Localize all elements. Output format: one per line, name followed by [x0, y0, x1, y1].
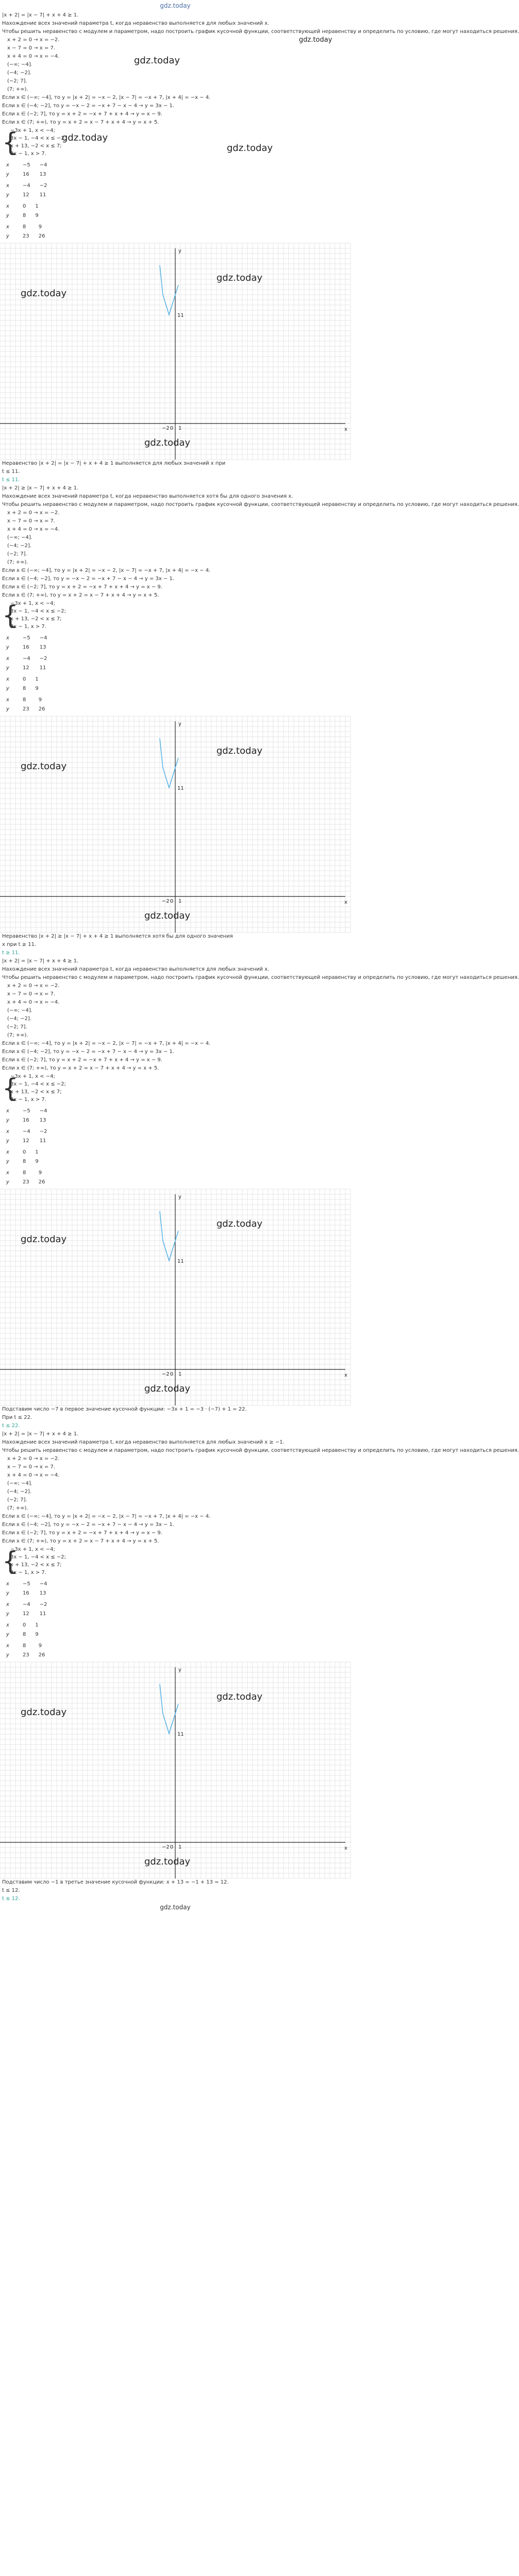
table-cell: 26 — [38, 1652, 45, 1658]
table-cell: −5 — [23, 1581, 30, 1587]
table-row — [2, 1137, 53, 1146]
table-cell: 16 — [23, 1117, 29, 1123]
table-cell: 1 — [35, 1149, 39, 1155]
table-cell: 9 — [35, 686, 39, 691]
origin-label: 0 — [170, 1371, 174, 1377]
table-cell: 23 — [23, 233, 29, 239]
table-row — [2, 232, 50, 241]
text-line: (7; +∞). — [7, 560, 28, 565]
function-graph — [0, 716, 350, 933]
text-line: Нахождение всех значений параметра t, когда неравенство выполняется для любых значений x. — [2, 21, 270, 26]
table-cell: x — [6, 1602, 9, 1607]
tick-label: −2 — [162, 899, 170, 904]
table-cell: 8 — [23, 1170, 26, 1176]
text-line: (−4; −2]. — [7, 1489, 32, 1495]
table-cell: y — [6, 645, 9, 650]
table-cell: −4 — [39, 1581, 47, 1587]
table-cell: y — [6, 192, 9, 198]
table-row — [2, 202, 44, 211]
table-cell: −2 — [39, 183, 47, 189]
table-cell: −5 — [23, 1108, 30, 1114]
brace: { — [2, 1546, 19, 1576]
table-cell: y — [6, 1632, 9, 1637]
table-row — [2, 170, 53, 179]
solution-section — [0, 484, 519, 957]
text-line: x + 2 = 0 → x = −2. — [7, 37, 60, 43]
table-cell: 12 — [23, 1611, 29, 1617]
value-table — [2, 161, 53, 179]
watermark: gdz.today — [21, 1234, 67, 1245]
table-cell: x — [6, 162, 9, 168]
system-row: −3x + 1, x < −4; — [10, 1547, 55, 1552]
text-line: Если x ∈ (−2; 7], то y = x + 2 = −x + 7 + x + 4 → y = x − 9. — [2, 584, 162, 590]
table-cell: 9 — [35, 1632, 39, 1637]
table-cell: 0 — [23, 1149, 26, 1155]
x-axis-label: x — [344, 1845, 347, 1851]
table-row — [2, 1600, 53, 1609]
table-cell: −2 — [39, 1602, 47, 1607]
table-cell: 8 — [23, 224, 26, 230]
table-row — [2, 654, 53, 664]
origin-label: 0 — [170, 899, 174, 904]
table-cell: 13 — [39, 1117, 46, 1123]
table-cell: 16 — [23, 645, 29, 650]
value-table — [2, 1600, 53, 1619]
table-row — [2, 1589, 53, 1598]
tick-label: 11 — [177, 1258, 184, 1264]
text-line: Если x ∈ (−4; −2], то y = −x − 2 = −x + 7 − x − 4 → y = 3x − 1. — [2, 103, 175, 109]
table-cell: y — [6, 706, 9, 712]
text-line: Если x ∈ (7; +∞), то y = x + 2 = x − 7 + x + 4 → y = x + 5. — [2, 1065, 159, 1071]
tick-label: 1 — [178, 1371, 182, 1377]
table-cell: −2 — [39, 1129, 47, 1134]
table-cell: 0 — [23, 676, 26, 682]
system-row: 3x − 1, −4 < x ≤ −2; — [10, 608, 66, 614]
text-line: Нахождение всех значений параметра t, когда неравенство выполняется для любых значений x. — [2, 967, 270, 972]
table-cell: 12 — [23, 1138, 29, 1144]
answer: t ≤ 11. — [2, 477, 20, 483]
table-cell: x — [6, 1108, 9, 1114]
piecewise-system — [0, 1073, 350, 1106]
x-axis-label: x — [344, 1372, 347, 1378]
system-row: 3x − 1, x > 7. — [10, 1097, 46, 1103]
table-row — [2, 643, 53, 652]
text-line: (−∞; −4]. — [7, 535, 32, 540]
tick-label: 11 — [177, 312, 184, 318]
table-row — [2, 1107, 53, 1116]
y-axis-label: y — [178, 1194, 181, 1200]
text-line: Нахождение всех значений параметра t, когда неравенство выполняется для любых значений x ≥ −1. — [2, 1439, 284, 1445]
table-cell: 23 — [23, 706, 29, 712]
conclusion-line: Неравенство |x + 2| ≥ |x − 7| + x + 4 ≥ 1 выполняется хотя бы для одного значения — [2, 934, 233, 939]
solution-section — [0, 1430, 519, 1903]
table-row — [2, 1630, 44, 1639]
function-graph — [0, 243, 350, 460]
table-cell: 12 — [23, 192, 29, 198]
tick-label: 11 — [177, 1731, 184, 1737]
table-row — [2, 1116, 53, 1125]
text-line: (−2; 7]. — [7, 551, 27, 557]
conclusion-line: x при t ≥ 11. — [2, 942, 37, 947]
watermark: gdz.today — [144, 1383, 191, 1394]
value-table — [2, 1621, 44, 1639]
brace: { — [2, 127, 19, 157]
text-line: Если x ∈ (−4; −2], то y = −x − 2 = −x + 7 − x − 4 → y = 3x − 1. — [2, 576, 175, 582]
text-line: (−∞; −4]. — [7, 62, 32, 67]
table-cell: −4 — [39, 1108, 47, 1114]
table-row — [2, 1609, 53, 1619]
table-row — [2, 705, 50, 714]
conclusion-line: t ≤ 11. — [2, 469, 20, 474]
text-line: Если x ∈ (−2; 7], то y = x + 2 = −x + 7 + x + 4 → y = x − 9. — [2, 111, 162, 117]
value-table — [2, 202, 44, 221]
text-line: |x + 2| ≥ |x − 7| + x + 4 ≥ 1. — [2, 485, 79, 491]
system-row: −3x + 1, x < −4; — [10, 128, 55, 133]
table-cell: −4 — [39, 635, 47, 641]
value-table — [2, 654, 53, 673]
value-table — [2, 1127, 53, 1146]
text-line: x + 2 = 0 → x = −2. — [7, 510, 60, 516]
table-cell: 9 — [35, 1159, 39, 1164]
table-cell: y — [6, 1611, 9, 1617]
brace: { — [2, 1073, 19, 1103]
table-cell: −4 — [23, 183, 30, 189]
table-row — [2, 1157, 44, 1166]
table-cell: 11 — [39, 1611, 46, 1617]
text-line: (−4; −2]. — [7, 70, 32, 76]
system-row: −3x + 1, x < −4; — [10, 1074, 55, 1079]
table-cell: 1 — [35, 204, 39, 209]
tick-label: 11 — [177, 785, 184, 791]
system-row: x + 13, −2 < x ≤ 7; — [10, 1562, 62, 1568]
table-cell: 0 — [23, 1622, 26, 1628]
value-table — [2, 181, 53, 200]
answer: t ≥ 11. — [2, 950, 20, 956]
text-line: (7; +∞). — [7, 1032, 28, 1038]
table-cell: 11 — [39, 192, 46, 198]
graph — [0, 716, 350, 933]
table-row — [2, 211, 44, 221]
text-line: x + 4 = 0 → x = −4. — [7, 527, 60, 532]
text-line: Чтобы решить неравенство с модулем и параметром, надо построить график кусочной функции, соответствующей неравенству и определить по условию, где могут находиться решения. — [2, 502, 519, 507]
watermark: gdz.today — [62, 132, 108, 143]
table-cell: 11 — [39, 665, 46, 671]
table-cell: 8 — [23, 697, 26, 703]
table-row — [2, 1580, 53, 1589]
text-line: Нахождение всех значений параметра t, когда неравенство выполняется хотя бы для одного значения x. — [2, 494, 293, 499]
system-row: x + 13, −2 < x ≤ 7; — [10, 1089, 62, 1095]
graph — [0, 1189, 350, 1405]
table-cell: 12 — [23, 665, 29, 671]
table-cell: −4 — [39, 162, 47, 168]
table-cell: 16 — [23, 172, 29, 177]
table-cell: −5 — [23, 635, 30, 641]
system-row: x + 13, −2 < x ≤ 7; — [10, 143, 62, 149]
table-cell: x — [6, 676, 9, 682]
table-cell: y — [6, 1179, 9, 1185]
tick-label: 1 — [178, 426, 182, 431]
table-row — [2, 1178, 50, 1187]
table-cell: y — [6, 1652, 9, 1658]
piecewise-system — [0, 1546, 350, 1579]
table-cell: 9 — [38, 1643, 42, 1649]
table-cell: y — [6, 233, 9, 239]
graph — [0, 243, 350, 460]
text-line: (−∞; −4]. — [7, 1008, 32, 1013]
text-line: Если x ∈ (7; +∞), то y = x + 2 = x − 7 + x + 4 → y = x + 5. — [2, 1538, 159, 1544]
text-line: Если x ∈ (−∞; −4], то y = |x + 2| = −x − 2, |x − 7| = −x + 7, |x + 4| = −x − 4. — [2, 1041, 211, 1046]
table-cell: 8 — [23, 213, 26, 218]
table-cell: 9 — [38, 1170, 42, 1176]
table-cell: x — [6, 697, 9, 703]
table-cell: 26 — [38, 1179, 45, 1185]
table-cell: x — [6, 204, 9, 209]
table-row — [2, 191, 53, 200]
table-cell: 1 — [35, 676, 39, 682]
system-rows — [10, 1546, 66, 1577]
text-line: x + 2 = 0 → x = −2. — [7, 1456, 60, 1462]
table-cell: 26 — [38, 706, 45, 712]
table-cell: 9 — [38, 224, 42, 230]
text-line: Если x ∈ (−2; 7], то y = x + 2 = −x + 7 + x + 4 → y = x − 9. — [2, 1057, 162, 1063]
system-row: 3x − 1, x > 7. — [10, 151, 46, 157]
text-line: (−4; −2]. — [7, 1016, 32, 1022]
table-cell: 26 — [38, 233, 45, 239]
table-row — [2, 1127, 53, 1137]
table-cell: y — [6, 665, 9, 671]
graph — [0, 1662, 350, 1878]
solution-section — [0, 11, 519, 484]
text-line: Чтобы решить неравенство с модулем и параметром, надо построить график кусочной функции, соответствующей неравенству и определить по условию, где могут находиться решения. — [2, 29, 519, 35]
table-cell: x — [6, 224, 9, 230]
system-row: 3x − 1, x > 7. — [10, 624, 46, 630]
table-row — [2, 1621, 44, 1630]
x-axis-label: x — [344, 900, 347, 905]
answer: t ≤ 12. — [2, 1896, 20, 1902]
text-line: Если x ∈ (7; +∞), то y = x + 2 = x − 7 + x + 4 → y = x + 5. — [2, 120, 159, 125]
tick-label: −2 — [162, 1371, 170, 1377]
y-axis-label: y — [178, 248, 181, 254]
piecewise-system — [0, 600, 350, 633]
y-axis-label: y — [178, 1667, 181, 1673]
table-row — [2, 675, 44, 684]
system-rows — [10, 600, 66, 631]
system-rows — [10, 1073, 66, 1104]
table-cell: x — [6, 183, 9, 189]
text-line: (7; +∞). — [7, 87, 28, 92]
text-line: |x + 2| = |x − 7| + x + 4 ≥ 1. — [2, 12, 79, 18]
table-cell: x — [6, 1170, 9, 1176]
content — [0, 11, 519, 1911]
table-cell: y — [6, 1159, 9, 1164]
solution-section — [0, 957, 519, 1430]
table-row — [2, 634, 53, 643]
table-row — [2, 1148, 44, 1157]
table-cell: 13 — [39, 1590, 46, 1596]
watermark: gdz.today — [21, 761, 67, 772]
text-line: Если x ∈ (−2; 7], то y = x + 2 = −x + 7 + x + 4 → y = x − 9. — [2, 1530, 162, 1536]
watermark: gdz.today — [144, 910, 191, 921]
brace: { — [2, 600, 19, 630]
watermark: gdz.today — [216, 1691, 263, 1702]
text-line: x − 7 = 0 → x = 7. — [7, 1464, 56, 1470]
function-graph — [0, 1662, 350, 1878]
table-cell: x — [6, 1622, 9, 1628]
text-line: |x + 2| = |x − 7| + x + 4 ≥ 1. — [2, 958, 79, 964]
conclusion-line: Подставим число −7 в первое значение кусочной функции: −3x + 1 = −3 · (−7) + 1 = 22. — [2, 1406, 247, 1412]
table-cell: −4 — [23, 1602, 30, 1607]
conclusion-line: Неравенство |x + 2| = |x − 7| + x + 4 ≥ 1 выполняется для любых значений x при — [2, 461, 226, 466]
text-line: Если x ∈ (−4; −2], то y = −x − 2 = −x + 7 − x − 4 → y = 3x − 1. — [2, 1522, 175, 1528]
conclusion-line: t ≤ 12. — [2, 1888, 20, 1893]
text-line: Если x ∈ (−∞; −4], то y = |x + 2| = −x − 2, |x − 7| = −x + 7, |x + 4| = −x − 4. — [2, 1514, 211, 1519]
watermark: gdz.today — [216, 745, 263, 756]
conclusion-line: Подставим число −1 в третье значение кусочной функции: x + 13 = −1 + 13 = 12. — [2, 1879, 229, 1885]
table-cell: y — [6, 1117, 9, 1123]
text-line: x + 2 = 0 → x = −2. — [7, 983, 60, 989]
table-cell: −4 — [23, 1129, 30, 1134]
origin-label: 0 — [170, 426, 174, 431]
conclusion-line: При t ≤ 22. — [2, 1415, 32, 1420]
system-row: 3x − 1, −4 < x ≤ −2; — [10, 135, 66, 141]
table-row — [2, 664, 53, 673]
text-line: x + 4 = 0 → x = −4. — [7, 54, 60, 59]
text-line: Если x ∈ (7; +∞), то y = x + 2 = x − 7 + x + 4 → y = x + 5. — [2, 592, 159, 598]
table-cell: 16 — [23, 1590, 29, 1596]
value-table — [2, 1641, 50, 1660]
bottom-watermark: gdz.today — [160, 1904, 191, 1911]
watermark: gdz.today — [216, 1218, 263, 1229]
x-axis-label: x — [344, 427, 347, 432]
system-row: −3x + 1, x < −4; — [10, 601, 55, 606]
table-row — [2, 1651, 50, 1660]
site-title[interactable]: gdz.today — [160, 2, 191, 9]
tick-label: −2 — [162, 426, 170, 431]
value-table — [2, 675, 44, 693]
text-line: Чтобы решить неравенство с модулем и параметром, надо построить график кусочной функции, соответствующей неравенству и определить по условию, где могут находиться решения. — [2, 1448, 519, 1453]
table-cell: −2 — [39, 656, 47, 662]
table-cell: 8 — [23, 1643, 26, 1649]
piecewise-system — [0, 127, 350, 160]
table-row — [2, 1641, 50, 1651]
table-cell: y — [6, 1138, 9, 1144]
value-table — [2, 1580, 53, 1598]
table-row — [2, 1168, 50, 1178]
table-cell: 0 — [23, 204, 26, 209]
y-axis-label: y — [178, 721, 181, 727]
value-table — [2, 1168, 50, 1187]
watermark: gdz.today — [134, 55, 180, 66]
table-cell: 11 — [39, 1138, 46, 1144]
table-cell: 9 — [38, 697, 42, 703]
table-cell: x — [6, 656, 9, 662]
watermark: gdz.today — [216, 273, 263, 283]
table-cell: x — [6, 1149, 9, 1155]
table-cell: 8 — [23, 1632, 26, 1637]
text-line: Чтобы решить неравенство с модулем и параметром, надо построить график кусочной функции, соответствующей неравенству и определить по условию, где могут находиться решения. — [2, 975, 519, 980]
table-cell: x — [6, 635, 9, 641]
value-table — [2, 1148, 44, 1166]
value-table — [2, 696, 50, 714]
system-row: 3x − 1, −4 < x ≤ −2; — [10, 1554, 66, 1560]
text-line: Если x ∈ (−∞; −4], то y = |x + 2| = −x − 2, |x − 7| = −x + 7, |x + 4| = −x − 4. — [2, 568, 211, 573]
table-cell: 23 — [23, 1179, 29, 1185]
tick-label: 1 — [178, 899, 182, 904]
table-row — [2, 696, 50, 705]
value-table — [2, 1107, 53, 1125]
text-line: x + 4 = 0 → x = −4. — [7, 999, 60, 1005]
watermark: gdz.today — [21, 288, 67, 299]
table-cell: y — [6, 686, 9, 691]
system-rows — [10, 127, 66, 158]
text-line: (−4; −2]. — [7, 543, 32, 549]
text-line: x − 7 = 0 → x = 7. — [7, 991, 56, 997]
table-cell: y — [6, 1590, 9, 1596]
text-line: (−2; 7]. — [7, 78, 27, 84]
text-line: (7; +∞). — [7, 1505, 28, 1511]
text-line: |x + 2| = |x − 7| + x + 4 ≥ 1. — [2, 1431, 79, 1437]
tick-label: 1 — [178, 1844, 182, 1850]
table-cell: x — [6, 1643, 9, 1649]
system-row: 3x − 1, x > 7. — [10, 1570, 46, 1575]
watermark: gdz.today — [144, 437, 191, 448]
text-line: x − 7 = 0 → x = 7. — [7, 518, 56, 524]
table-cell: 13 — [39, 645, 46, 650]
text-line: (−∞; −4]. — [7, 1481, 32, 1486]
watermark: gdz.today — [21, 1707, 67, 1718]
system-row: 3x − 1, −4 < x ≤ −2; — [10, 1081, 66, 1087]
table-cell: y — [6, 213, 9, 218]
text-line: (−2; 7]. — [7, 1024, 27, 1030]
system-row: x + 13, −2 < x ≤ 7; — [10, 616, 62, 622]
table-cell: 13 — [39, 172, 46, 177]
table-cell: 9 — [35, 213, 39, 218]
table-row — [2, 223, 50, 232]
table-cell: 8 — [23, 1159, 26, 1164]
table-cell: y — [6, 172, 9, 177]
watermark: gdz.today — [299, 36, 332, 44]
value-table — [2, 223, 50, 241]
table-cell: −4 — [23, 656, 30, 662]
table-cell: 8 — [23, 686, 26, 691]
table-row — [2, 161, 53, 170]
table-row — [2, 684, 44, 693]
function-graph — [0, 1189, 350, 1405]
text-line: x + 4 = 0 → x = −4. — [7, 1472, 60, 1478]
watermark: gdz.today — [144, 1856, 191, 1867]
text-line: Если x ∈ (−4; −2], то y = −x − 2 = −x + 7 − x − 4 → y = 3x − 1. — [2, 1049, 175, 1055]
text-line: (−2; 7]. — [7, 1497, 27, 1503]
table-cell: x — [6, 1581, 9, 1587]
table-cell: 1 — [35, 1622, 39, 1628]
answer: t ≤ 22. — [2, 1423, 20, 1429]
text-line: x − 7 = 0 → x = 7. — [7, 45, 56, 51]
value-table — [2, 634, 53, 652]
table-cell: −5 — [23, 162, 30, 168]
table-cell: x — [6, 1129, 9, 1134]
text-line: Если x ∈ (−∞; −4], то y = |x + 2| = −x − 2, |x − 7| = −x + 7, |x + 4| = −x − 4. — [2, 95, 211, 100]
tick-label: −2 — [162, 1844, 170, 1850]
watermark: gdz.today — [227, 143, 273, 154]
table-row — [2, 181, 53, 191]
table-cell: 23 — [23, 1652, 29, 1658]
origin-label: 0 — [170, 1844, 174, 1850]
